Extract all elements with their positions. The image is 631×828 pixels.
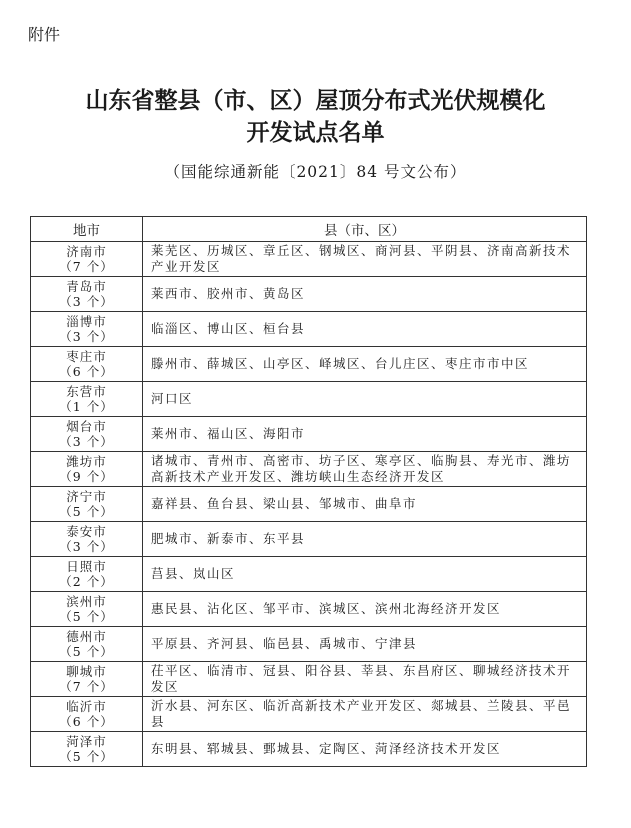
header-counties: 县（市、区） [143,217,587,242]
city-name: 聊城市 [66,664,107,679]
counties-cell: 诸城市、青州市、高密市、坊子区、寒亭区、临朐县、寿光市、潍坊高新技术产业开发区、潍坊峡山生态经济开发区 [143,452,587,487]
table-row [31,242,587,277]
counties-cell: 东明县、郓城县、鄄城县、定陶区、菏泽经济技术开发区 [143,732,587,767]
table-row [31,697,587,732]
city-count: （3 个） [59,294,114,309]
city-name: 菏泽市 [66,734,107,749]
city-cell [31,627,143,662]
table-row [31,522,587,557]
city-name: 枣庄市 [66,349,107,364]
city-name: 日照市 [66,559,107,574]
city-count: （6 个） [59,364,114,379]
table-row [31,312,587,347]
city-name: 临沂市 [66,699,107,714]
city-cell [31,277,143,312]
city-name: 济宁市 [66,489,107,504]
city-count: （7 个） [59,259,114,274]
city-name: 济南市 [66,244,107,259]
city-cell [31,592,143,627]
city-name: 东营市 [66,384,107,399]
table-row [31,487,587,522]
table-row [31,382,587,417]
city-count: （3 个） [59,434,114,449]
counties-cell: 滕州市、薛城区、山亭区、峄城区、台儿庄区、枣庄市市中区 [143,347,587,382]
counties-cell: 嘉祥县、鱼台县、梁山县、邹城市、曲阜市 [143,487,587,522]
city-name: 烟台市 [66,419,107,434]
counties-cell: 莒县、岚山区 [143,557,587,592]
city-cell [31,242,143,277]
city-name: 德州市 [66,629,107,644]
table-header-row [31,217,587,242]
city-count: （3 个） [59,539,114,554]
city-cell [31,452,143,487]
table-row [31,347,587,382]
city-name: 泰安市 [66,524,107,539]
counties-cell: 莱西市、胶州市、黄岛区 [143,277,587,312]
city-cell [31,417,143,452]
counties-cell: 肥城市、新泰市、东平县 [143,522,587,557]
table-row [31,452,587,487]
city-count: （1 个） [59,399,114,414]
city-count: （3 个） [59,329,114,344]
city-count: （6 个） [59,714,114,729]
counties-cell: 沂水县、河东区、临沂高新技术产业开发区、郯城县、兰陵县、平邑县 [143,697,587,732]
city-count: （5 个） [59,609,114,624]
city-count: （7 个） [59,679,114,694]
city-cell [31,382,143,417]
city-name: 滨州市 [66,594,107,609]
counties-cell: 平原县、齐河县、临邑县、禹城市、宁津县 [143,627,587,662]
city-cell [31,732,143,767]
table-row [31,592,587,627]
header-city: 地市 [31,217,143,242]
table-row [31,662,587,697]
city-name: 淄博市 [66,314,107,329]
city-count: （5 个） [59,644,114,659]
attachment-label: 附件 [28,25,61,44]
pilot-list-table [30,216,587,767]
table-row [31,557,587,592]
document-subtitle: （国能综通新能〔2021〕84 号文公布） [164,163,467,181]
city-count: （9 个） [59,469,114,484]
table-row [31,732,587,767]
city-count: （2 个） [59,574,114,589]
city-count: （5 个） [59,504,114,519]
city-cell [31,312,143,347]
city-name: 潍坊市 [66,454,107,469]
table-row [31,417,587,452]
counties-cell: 临淄区、博山区、桓台县 [143,312,587,347]
counties-cell: 茌平区、临清市、冠县、阳谷县、莘县、东昌府区、聊城经济技术开发区 [143,662,587,697]
city-cell [31,557,143,592]
table-row [31,277,587,312]
city-count: （5 个） [59,749,114,764]
counties-cell: 莱芜区、历城区、章丘区、钢城区、商河县、平阴县、济南高新技术产业开发区 [143,242,587,277]
city-cell [31,697,143,732]
city-cell [31,662,143,697]
city-cell [31,347,143,382]
city-cell [31,522,143,557]
document-title-line1: 山东省整县（市、区）屋顶分布式光伏规模化 [85,88,546,114]
counties-cell: 河口区 [143,382,587,417]
counties-cell: 莱州市、福山区、海阳市 [143,417,587,452]
city-name: 青岛市 [66,279,107,294]
counties-cell: 惠民县、沾化区、邹平市、滨城区、滨州北海经济开发区 [143,592,587,627]
table-row [31,627,587,662]
document-title-line2: 开发试点名单 [246,120,385,146]
city-cell [31,487,143,522]
